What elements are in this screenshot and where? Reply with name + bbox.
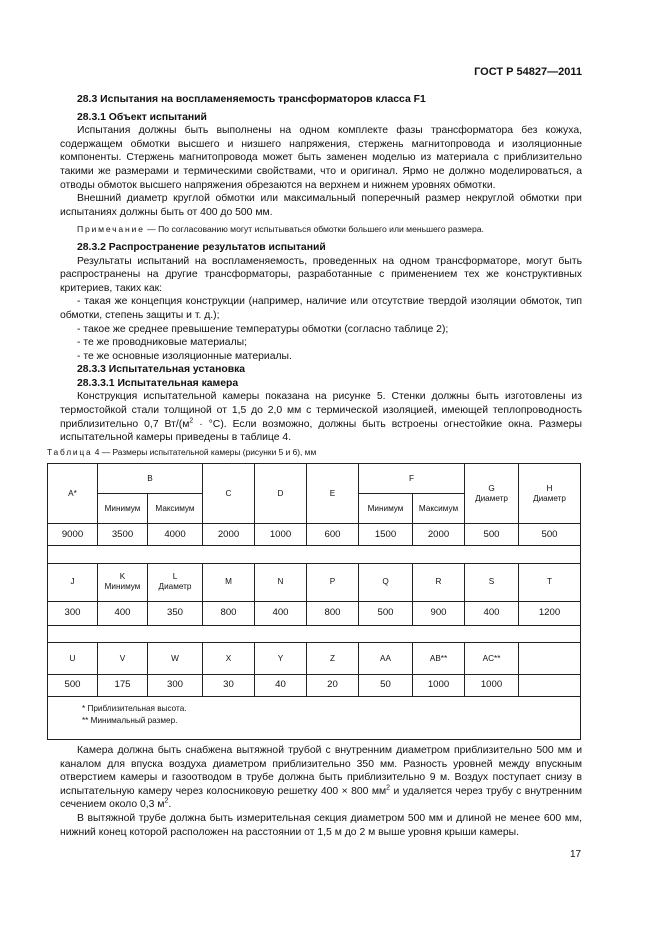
value-cell: 350 xyxy=(148,601,203,625)
value-cell: 1000 xyxy=(255,524,307,546)
paragraph-s1-2: Внешний диаметр круглой обмотки или максимальный поперечный размер некруглой обмотки при испытаниях должны быть от 400 до 500 мм. xyxy=(60,193,582,218)
header-cell: E xyxy=(307,464,359,524)
paragraph-after-1-a: Камера должна быть снабжена вытяжной трубой с внутренним диаметром приблизительно 500 мм и каналом для впуска воздуха диаметром приблизительно 350 мм. Разность уровней между впускным отверстием камеры и газоотводом в трубе должна быть приблизительно 9 м. Воздух поступает снизу в испытательную камеру через колосниковую решетку 400 × 800 мм xyxy=(60,745,582,797)
header-cell xyxy=(148,563,203,601)
header-cell: F xyxy=(359,464,465,494)
header-cell: D xyxy=(255,464,307,524)
header-cell: Q xyxy=(359,563,413,601)
table-caption-text: 4 — Размеры испытательной камеры (рисунки 5 и 6), мм xyxy=(92,447,317,457)
header-code: L xyxy=(172,572,178,582)
value-cell: 50 xyxy=(359,674,413,697)
header-sublabel: Диаметр xyxy=(475,493,508,503)
header-cell: S xyxy=(465,563,519,601)
header-cell: J xyxy=(48,563,98,601)
header-code: G xyxy=(488,483,495,493)
header-cell: Z xyxy=(307,643,359,674)
header-sublabel: Диаметр xyxy=(158,582,192,592)
header-cell: Минимум xyxy=(98,494,148,524)
superscript: 2 xyxy=(189,417,194,425)
header-cell: V xyxy=(98,643,148,674)
header-cell: Минимум xyxy=(359,494,413,524)
subsection-title-3: 28.3.3 Испытательная установка xyxy=(77,364,246,376)
header-cell: AA xyxy=(359,643,413,674)
paragraph-after-1-b: и удаляется через трубу с внутренним сечением около 0,3 м xyxy=(60,785,582,811)
header-cell: N xyxy=(255,563,307,601)
header-cell xyxy=(98,563,148,601)
header-cell: Y xyxy=(255,643,307,674)
header-cell: M xyxy=(203,563,255,601)
value-cell: 40 xyxy=(255,674,307,697)
value-cell: 900 xyxy=(413,601,465,625)
superscript: 2 xyxy=(386,784,391,792)
value-cell: 2000 xyxy=(203,524,255,546)
note xyxy=(60,223,582,237)
superscript: 2 xyxy=(164,797,169,805)
value-cell: 20 xyxy=(307,674,359,697)
section-title: 28.3 Испытания на воспламеняемость трансформаторов класса F1 xyxy=(77,94,426,105)
subsection-title-1: 28.3.1 Объект испытаний xyxy=(77,111,207,123)
header-cell: P xyxy=(307,563,359,601)
paragraph-s31-1 xyxy=(60,390,582,444)
table-caption xyxy=(47,447,316,457)
value-cell: 3500 xyxy=(98,524,148,546)
value-cell: 4000 xyxy=(148,524,203,546)
header-cell: Максимум xyxy=(148,494,203,524)
header-cell: B xyxy=(98,464,203,494)
paragraph-after-1 xyxy=(60,744,582,812)
table-spacer-row xyxy=(48,625,581,643)
header-sublabel: Минимум xyxy=(104,582,141,592)
value-cell: 500 xyxy=(48,674,98,697)
value-cell xyxy=(519,674,581,697)
value-cell: 400 xyxy=(98,601,148,625)
header-cell: W xyxy=(148,643,203,674)
value-cell: 500 xyxy=(519,524,581,546)
header-cell: U xyxy=(48,643,98,674)
header-cell: R xyxy=(413,563,465,601)
paragraph-s1-1: Испытания должны быть выполнены на одном комплекте фазы трансформатора без кожуха, содержащем обмотки высшего и низшего напряжения, стержень магнитопровода и изоляционные компоненты. Стержень магнитопровода может быть заменен моделью из материала с приблизительно такими же размерами и термическими свойствами, что и оригинал. Ярмо не должно моделироваться, а отводы обмоток высшего напряжения обрезаются на верхнем и нижнем уровнях обмотки. xyxy=(60,125,582,191)
value-cell: 800 xyxy=(307,601,359,625)
value-cell: 500 xyxy=(465,524,519,546)
header-cell: C xyxy=(203,464,255,524)
table-caption-label: Таблица xyxy=(47,447,93,457)
table-footnotes xyxy=(48,697,581,740)
note-label: Примечание xyxy=(77,224,145,235)
value-cell: 500 xyxy=(359,601,413,625)
note-text: — По согласованию могут испытываться обмотки большего или меньшего размера. xyxy=(144,224,484,235)
header-cell: A* xyxy=(48,464,98,524)
header-cell xyxy=(519,643,581,674)
paragraph-after-2: В вытяжной трубе должна быть измерительная секция диаметром 500 мм и длиной не менее 600 мм, нижний конец которой расположен на расстоянии от 1,5 м до 2 м выше уровня крыши камеры. xyxy=(60,812,582,838)
value-cell: 1500 xyxy=(359,524,413,546)
paragraph-s31-1-a: Конструкция испытательной камеры показана на рисунке 5. Стенки должны быть изготовлены из термостойкой стали толщиной от 1,5 до 2,0 мм с термической изоляцией, имеющей теплопроводность приблизительно 0,7 Вт/(м xyxy=(60,391,582,430)
paragraph-s31-1-b: · °С). Если возможно, должны быть встроены огнестойкие окна. Размеры испытательной камеры приведены в таблице 4. xyxy=(60,418,582,444)
value-cell: 300 xyxy=(148,674,203,697)
header-cell: AC** xyxy=(465,643,519,674)
value-cell: 175 xyxy=(98,674,148,697)
value-cell: 1000 xyxy=(413,674,465,697)
table-row xyxy=(48,643,581,674)
table-row xyxy=(48,674,581,697)
text-after-table xyxy=(60,744,582,839)
value-cell: 1200 xyxy=(519,601,581,625)
subsection-title-2: 28.3.2 Распространение результатов испытаний xyxy=(77,241,326,253)
header-sublabel: Диаметр xyxy=(533,493,566,503)
value-cell: 400 xyxy=(255,601,307,625)
value-cell: 1000 xyxy=(465,674,519,697)
header-cell xyxy=(519,464,581,524)
dimensions-table xyxy=(47,463,581,740)
list-item: - те же проводниковые материалы; xyxy=(77,337,248,349)
header-code: H xyxy=(546,483,553,493)
header-cell: AB** xyxy=(413,643,465,674)
table-spacer-row xyxy=(48,545,581,563)
list-item: - те же основные изоляционные материалы. xyxy=(77,350,292,362)
header-cell xyxy=(465,464,519,524)
table-row xyxy=(48,464,581,494)
table-row xyxy=(48,524,581,546)
value-cell: 2000 xyxy=(413,524,465,546)
value-cell: 600 xyxy=(307,524,359,546)
paragraph-s2-1: Результаты испытаний на воспламеняемость, проведенных на одном трансформаторе, могут быть распространены на другие трансформаторы, разработанные с применением тех же конструктивных критериев, таких как: xyxy=(60,255,582,294)
table-row xyxy=(48,563,581,601)
value-cell: 300 xyxy=(48,601,98,625)
list-item: - такое же среднее превышение температуры обмотки (согласно таблице 2); xyxy=(77,323,449,335)
footnote: * Приблизительная высота. xyxy=(82,704,187,714)
header-code: K xyxy=(119,572,126,582)
list-item: - такая же концепция конструкции (например, наличие или отсутствие твердой изоляции обмоток, тип обмотки, степень защиты и т. д.); xyxy=(60,296,582,321)
paragraph-after-1-c: . xyxy=(168,799,172,811)
header-cell: T xyxy=(519,563,581,601)
header-cell: X xyxy=(203,643,255,674)
main-text xyxy=(60,93,582,445)
value-cell: 30 xyxy=(203,674,255,697)
page-number: 17 xyxy=(570,849,582,860)
value-cell: 9000 xyxy=(48,524,98,546)
value-cell: 800 xyxy=(203,601,255,625)
table-row xyxy=(48,601,581,625)
table-footnote-row xyxy=(48,697,581,740)
value-cell: 400 xyxy=(465,601,519,625)
footnote: ** Минимальный размер. xyxy=(82,716,178,726)
header-cell: Максимум xyxy=(413,494,465,524)
subsection-title-3-1: 28.3.3.1 Испытательная камера xyxy=(77,377,239,389)
document-header: ГОСТ Р 54827—2011 xyxy=(474,66,582,78)
